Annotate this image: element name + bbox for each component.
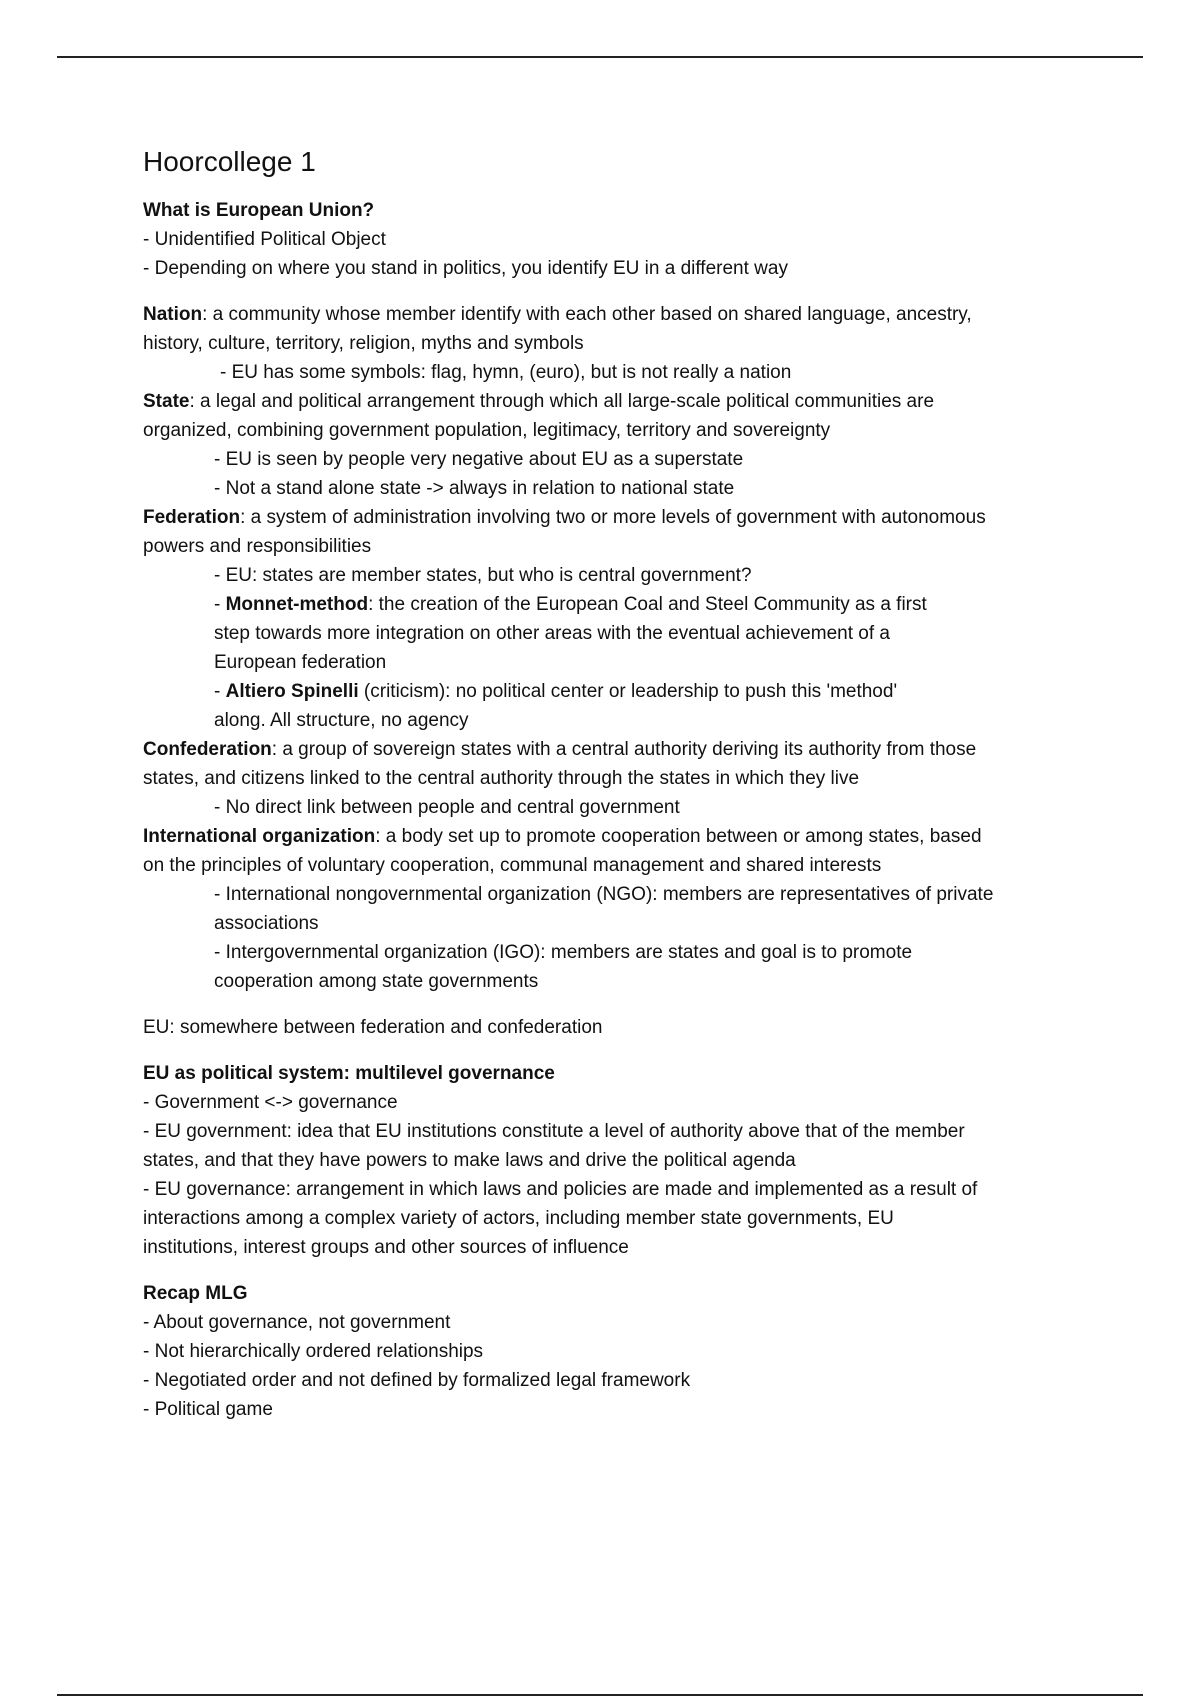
federation-def-a: : a system of administration involving two or more levels of government with autonomous [240,507,986,528]
intro-line: - Unidentified Political Object [143,229,386,250]
eu-between-line: EU: somewhere between federation and confederation [143,1017,603,1038]
mlg-line: - EU government: idea that EU institutions constitute a level of authority above that of the member [143,1121,965,1142]
confederation-def-a: : a group of sovereign states with a central authority deriving its authority from those [271,739,977,760]
intl-org-def-a: : a body set up to promote cooperation between or among states, based [375,826,982,847]
spacer [143,283,1073,300]
spinelli-line [214,677,1073,706]
monnet-def-c: European federation [214,652,387,673]
top-rule [57,56,1143,58]
mlg-line: interactions among a complex variety of actors, including member state governments, EU [143,1208,894,1229]
ngo-line: - International nongovernmental organization (NGO): members are representatives of private [214,884,994,905]
state-def-b: organized, combining government population, legitimacy, territory and sovereignty [143,420,831,441]
confederation-term: Confederation [143,739,272,760]
intl-org-def-b: on the principles of voluntary cooperation, communal management and shared interests [143,855,882,876]
monnet-def-b: step towards more integration on other areas with the eventual achievement of a [214,623,890,644]
intl-org-term: International organization [143,826,376,847]
spinelli-def-a: (criticism): no political center or leadership to push this 'method' [358,681,898,702]
recap-line: - Negotiated order and not defined by formalized legal framework [143,1370,691,1391]
confederation-definition [143,735,1073,764]
ngo-line-cont: associations [214,913,319,934]
intro-line: - Depending on where you stand in politics, you identify EU in a different way [143,258,788,279]
mlg-line: institutions, interest groups and other sources of influence [143,1237,629,1258]
intro-heading: What is European Union? [143,200,375,221]
monnet-term: Monnet-method [225,594,369,615]
mlg-heading: EU as political system: multilevel governance [143,1063,555,1084]
recap-line: - About governance, not government [143,1312,451,1333]
mlg-line: - Government <-> governance [143,1092,398,1113]
confederation-def-b: states, and citizens linked to the central authority through the states in which they live [143,768,860,789]
state-term: State [143,391,190,412]
state-def-a: : a legal and political arrangement through which all large-scale political communities are [189,391,935,412]
nation-def-a: : a community whose member identify with each other based on shared language, ancestry, [202,304,972,325]
spinelli-dash: - [214,681,226,702]
state-sub: - Not a stand alone state -> always in relation to national state [214,478,735,499]
page-title: Hoorcollege 1 [143,146,316,177]
mlg-line: states, and that they have powers to make laws and drive the political agenda [143,1150,796,1171]
spacer [143,1042,1073,1059]
federation-sub: - EU: states are member states, but who is central government? [214,565,752,586]
nation-sub: - EU has some symbols: flag, hymn, (euro), but is not really a nation [220,362,792,383]
state-definition [143,387,1073,416]
monnet-dash: - [214,594,226,615]
spacer [143,1262,1073,1279]
federation-def-b: powers and responsibilities [143,536,372,557]
confederation-sub: - No direct link between people and central government [214,797,680,818]
spacer [143,996,1073,1013]
igo-line-cont: cooperation among state governments [214,971,539,992]
recap-line: - Not hierarchically ordered relationships [143,1341,484,1362]
nation-term: Nation [143,304,203,325]
bottom-rule [57,1694,1143,1696]
recap-heading: Recap MLG [143,1283,248,1304]
document-page [143,142,1073,1424]
mlg-line: - EU governance: arrangement in which laws and policies are made and implemented as a result of [143,1179,978,1200]
nation-definition [143,300,1073,329]
intl-org-definition [143,822,1073,851]
state-sub: - EU is seen by people very negative about EU as a superstate [214,449,744,470]
igo-line: - Intergovernmental organization (IGO): members are states and goal is to promote [214,942,913,963]
monnet-line [214,590,1073,619]
spinelli-term: Altiero Spinelli [225,681,359,702]
recap-line: - Political game [143,1399,273,1420]
spinelli-def-b: along. All structure, no agency [214,710,469,731]
monnet-def-a: : the creation of the European Coal and Steel Community as a first [368,594,927,615]
nation-def-b: history, culture, territory, religion, myths and symbols [143,333,584,354]
federation-term: Federation [143,507,241,528]
federation-definition [143,503,1073,532]
